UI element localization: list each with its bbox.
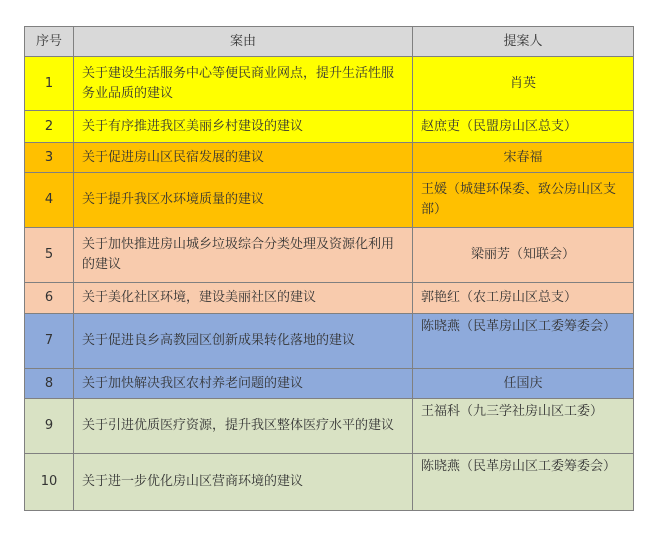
proposal-table [24, 26, 634, 511]
table-row [25, 173, 634, 228]
row-index: 10 [25, 454, 74, 511]
header-index: 序号 [25, 27, 74, 57]
table-row [25, 399, 634, 454]
row-proposer: 王福科（九三学社房山区工委） [413, 399, 634, 454]
row-proposer: 陈晓燕（民革房山区工委筹委会） [413, 454, 634, 511]
row-topic: 关于引进优质医疗资源，提升我区整体医疗水平的建议 [74, 399, 413, 454]
row-index: 4 [25, 173, 74, 228]
row-index: 2 [25, 111, 74, 143]
row-index: 9 [25, 399, 74, 454]
row-topic: 关于促进房山区民宿发展的建议 [74, 143, 413, 173]
table-row [25, 369, 634, 399]
row-topic: 关于加快解决我区农村养老问题的建议 [74, 369, 413, 399]
row-proposer: 陈晓燕（民革房山区工委筹委会） [413, 314, 634, 369]
row-proposer: 郭艳红（农工房山区总支） [413, 283, 634, 314]
row-proposer: 赵庶吏（民盟房山区总支） [413, 111, 634, 143]
table-row [25, 57, 634, 111]
row-topic: 关于加快推进房山城乡垃圾综合分类处理及资源化利用的建议 [74, 228, 413, 283]
table-row [25, 314, 634, 369]
row-index: 6 [25, 283, 74, 314]
table-row [25, 283, 634, 314]
table-row [25, 454, 634, 511]
row-proposer: 梁丽芳（知联会） [413, 228, 634, 283]
row-topic: 关于美化社区环境，建设美丽社区的建议 [74, 283, 413, 314]
row-proposer: 肖英 [413, 57, 634, 111]
row-index: 5 [25, 228, 74, 283]
table-row [25, 143, 634, 173]
table-row [25, 111, 634, 143]
row-proposer: 宋春福 [413, 143, 634, 173]
row-topic: 关于促进良乡高教园区创新成果转化落地的建议 [74, 314, 413, 369]
row-topic: 关于提升我区水环境质量的建议 [74, 173, 413, 228]
row-index: 8 [25, 369, 74, 399]
row-topic: 关于建设生活服务中心等便民商业网点，提升生活性服务业品质的建议 [74, 57, 413, 111]
header-topic: 案由 [74, 27, 413, 57]
header-proposer: 提案人 [413, 27, 634, 57]
row-topic: 关于有序推进我区美丽乡村建设的建议 [74, 111, 413, 143]
row-index: 7 [25, 314, 74, 369]
table-row [25, 228, 634, 283]
row-proposer: 王媛（城建环保委、致公房山区支部） [413, 173, 634, 228]
row-index: 3 [25, 143, 74, 173]
row-index: 1 [25, 57, 74, 111]
table-header-row [25, 27, 634, 57]
row-proposer: 任国庆 [413, 369, 634, 399]
row-topic: 关于进一步优化房山区营商环境的建议 [74, 454, 413, 511]
